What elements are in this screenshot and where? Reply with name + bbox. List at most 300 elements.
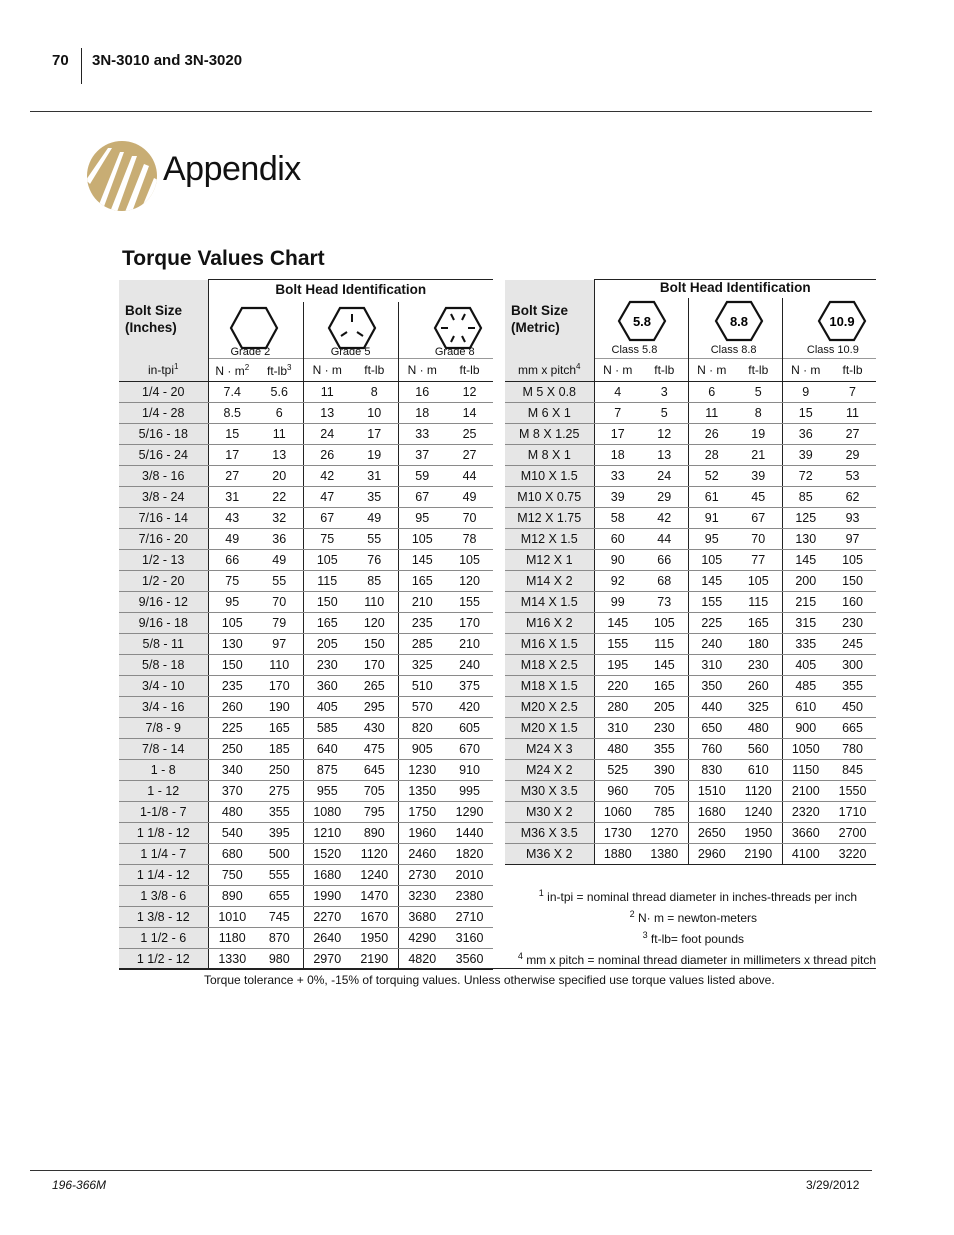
inch-torque-cell: 705	[351, 781, 398, 802]
inch-torque-cell: 275	[256, 781, 303, 802]
metric-torque-cell: 830	[688, 760, 735, 781]
metric-torque-cell: 355	[641, 739, 688, 760]
table-row	[505, 718, 876, 739]
inch-torque-cell: 4290	[398, 928, 446, 949]
inch-torque-cell: 6	[256, 403, 303, 424]
metric-torque-cell: 61	[688, 487, 735, 508]
table-row	[505, 445, 876, 466]
inch-torque-cell: 1240	[351, 865, 398, 886]
hex-bolt-class-8-8-icon	[714, 300, 764, 342]
inch-torque-cell: 165	[303, 613, 351, 634]
inch-torque-cell: 355	[256, 802, 303, 823]
inch-torque-cell: 3230	[398, 886, 446, 907]
metric-torque-cell: 1380	[641, 844, 688, 865]
inch-torque-cell: 745	[256, 907, 303, 928]
metric-torque-cell: 165	[641, 676, 688, 697]
inch-torque-cell: 150	[303, 592, 351, 613]
table-row	[119, 781, 493, 802]
grade-8-cell	[399, 302, 493, 358]
metric-torque-cell: 350	[688, 676, 735, 697]
class-10-9-cell	[783, 298, 876, 358]
metric-torque-cell: 39	[594, 487, 641, 508]
inch-torque-cell: 235	[398, 613, 446, 634]
table-row	[119, 739, 493, 760]
inch-torque-cell: 35	[351, 487, 398, 508]
table-row	[119, 571, 493, 592]
inch-torque-cell: 1210	[303, 823, 351, 844]
inch-torque-cell: 17	[208, 445, 256, 466]
inch-bolt-size-cell: 5/8 - 18	[119, 655, 208, 676]
inch-bolt-head-header	[208, 280, 493, 359]
inch-torque-cell: 70	[446, 508, 493, 529]
metric-torque-cell: 760	[688, 739, 735, 760]
metric-torque-cell: 39	[782, 445, 829, 466]
metric-torque-cell: 1240	[735, 802, 782, 823]
metric-torque-cell: 15	[782, 403, 829, 424]
class-mark: 8.8	[729, 314, 748, 329]
inch-torque-cell: 1230	[398, 760, 446, 781]
units-ftlb: ft-lb	[829, 359, 876, 382]
metric-torque-cell: 650	[688, 718, 735, 739]
inch-torque-cell: 480	[208, 802, 256, 823]
inch-torque-cell: 105	[208, 613, 256, 634]
table-row	[505, 466, 876, 487]
metric-torque-cell: 3	[641, 382, 688, 403]
metric-bolt-size-cell: M18 X 1.5	[505, 676, 594, 697]
bolt-size-sub: (Metric)	[511, 320, 560, 336]
inch-torque-cell: 1680	[303, 865, 351, 886]
header-rule	[30, 111, 872, 112]
metric-torque-cell: 62	[829, 487, 876, 508]
inch-torque-cell: 1960	[398, 823, 446, 844]
inch-torque-cell: 2970	[303, 949, 351, 970]
metric-torque-cell: 240	[688, 634, 735, 655]
metric-torque-cell: 2960	[688, 844, 735, 865]
tables-bottom-rule	[119, 968, 876, 969]
inch-torque-cell: 285	[398, 634, 446, 655]
metric-torque-cell: 52	[688, 466, 735, 487]
inch-torque-cell: 265	[351, 676, 398, 697]
inch-torque-cell: 1440	[446, 823, 493, 844]
metric-torque-cell: 610	[735, 760, 782, 781]
metric-torque-cell: 900	[782, 718, 829, 739]
table-row	[119, 487, 493, 508]
inch-torque-cell: 95	[398, 508, 446, 529]
inch-torque-cell: 150	[351, 634, 398, 655]
hex-bolt-grade-5-icon	[327, 306, 377, 350]
metric-torque-cell: 24	[641, 466, 688, 487]
inch-torque-cell: 645	[351, 760, 398, 781]
metric-torque-cell: 355	[829, 676, 876, 697]
metric-torque-cell: 60	[594, 529, 641, 550]
inch-torque-cell: 49	[208, 529, 256, 550]
table-row	[119, 655, 493, 676]
inch-torque-cell: 3560	[446, 949, 493, 970]
inch-torque-cell: 16	[398, 382, 446, 403]
inch-torque-cell: 605	[446, 718, 493, 739]
metric-torque-table	[505, 280, 876, 865]
metric-bolt-size-cell: M10 X 0.75	[505, 487, 594, 508]
inch-torque-cell: 2710	[446, 907, 493, 928]
metric-torque-cell: 105	[688, 550, 735, 571]
grade-label: Grade 2	[230, 346, 271, 358]
inch-bolt-size-cell: 3/4 - 16	[119, 697, 208, 718]
inch-torque-cell: 8.5	[208, 403, 256, 424]
table-row	[119, 865, 493, 886]
metric-torque-cell: 560	[735, 739, 782, 760]
inch-torque-cell: 395	[256, 823, 303, 844]
inch-torque-cell: 110	[351, 592, 398, 613]
metric-bolt-size-cell: M30 X 3.5	[505, 781, 594, 802]
metric-torque-cell: 5	[735, 382, 782, 403]
table-row	[119, 529, 493, 550]
inch-torque-cell: 820	[398, 718, 446, 739]
inch-torque-cell: 420	[446, 697, 493, 718]
metric-torque-cell: 2700	[829, 823, 876, 844]
hex-bolt-grade-2-icon	[229, 306, 279, 350]
inch-bolt-size-cell: 1/4 - 20	[119, 382, 208, 403]
table-row	[505, 487, 876, 508]
inch-torque-cell: 49	[256, 550, 303, 571]
metric-torque-cell: 6	[688, 382, 735, 403]
inch-torque-cell: 13	[303, 403, 351, 424]
inch-torque-cell: 1670	[351, 907, 398, 928]
inch-bolt-size-cell: 7/8 - 14	[119, 739, 208, 760]
inch-torque-cell: 31	[208, 487, 256, 508]
inch-torque-cell: 235	[208, 676, 256, 697]
class-label: Class 10.9	[806, 344, 859, 356]
inch-torque-cell: 870	[256, 928, 303, 949]
metric-torque-cell: 310	[594, 718, 641, 739]
table-row	[119, 550, 493, 571]
metric-torque-cell: 180	[735, 634, 782, 655]
inch-torque-cell: 1120	[351, 844, 398, 865]
class-mark: 5.8	[632, 314, 651, 329]
units-size: mm x pitch$^4$	[505, 359, 594, 382]
metric-bolt-size-cell: M12 X 1	[505, 550, 594, 571]
inch-torque-cell: 890	[208, 886, 256, 907]
inch-torque-cell: 10	[351, 403, 398, 424]
bolt-size-label: Bolt Size	[511, 303, 569, 319]
inch-torque-cell: 70	[256, 592, 303, 613]
table-row	[119, 823, 493, 844]
page-number: 70	[52, 52, 69, 69]
hex-bolt-class-5-8-icon	[617, 300, 667, 342]
header-divider	[81, 48, 82, 84]
inch-torque-cell: 795	[351, 802, 398, 823]
table-row	[119, 634, 493, 655]
inch-torque-cell: 170	[446, 613, 493, 634]
metric-torque-cell: 300	[829, 655, 876, 676]
metric-bolt-size-cell: M24 X 3	[505, 739, 594, 760]
metric-torque-cell: 665	[829, 718, 876, 739]
metric-torque-cell: 91	[688, 508, 735, 529]
inch-torque-cell: 3160	[446, 928, 493, 949]
inch-torque-cell: 1330	[208, 949, 256, 970]
inch-torque-cell: 15	[208, 424, 256, 445]
metric-torque-cell: 17	[594, 424, 641, 445]
inch-torque-cell: 66	[208, 550, 256, 571]
bolt-size-label: Bolt Size	[125, 303, 183, 319]
inch-torque-cell: 1180	[208, 928, 256, 949]
metric-bolt-size-cell: M16 X 2	[505, 613, 594, 634]
inch-torque-cell: 43	[208, 508, 256, 529]
inch-torque-cell: 890	[351, 823, 398, 844]
class-8-8-cell	[689, 298, 783, 358]
inch-torque-cell: 170	[351, 655, 398, 676]
inch-torque-cell: 2460	[398, 844, 446, 865]
grade-label: Grade 8	[434, 346, 475, 358]
inch-torque-cell: 75	[208, 571, 256, 592]
metric-torque-cell: 310	[688, 655, 735, 676]
inch-torque-cell: 150	[208, 655, 256, 676]
metric-torque-cell: 160	[829, 592, 876, 613]
metric-torque-cell: 105	[641, 613, 688, 634]
metric-torque-cell: 97	[829, 529, 876, 550]
inch-torque-cell: 19	[351, 445, 398, 466]
metric-bolt-size-cell: M36 X 3.5	[505, 823, 594, 844]
inch-torque-cell: 32	[256, 508, 303, 529]
metric-torque-cell: 93	[829, 508, 876, 529]
metric-torque-cell: 1680	[688, 802, 735, 823]
metric-torque-cell: 92	[594, 571, 641, 592]
table-row	[119, 592, 493, 613]
inch-torque-cell: 8	[351, 382, 398, 403]
metric-torque-cell: 200	[782, 571, 829, 592]
table-row	[119, 760, 493, 781]
units-ftlb: $ft-lb^3$	[256, 359, 303, 382]
metric-torque-cell: 205	[641, 697, 688, 718]
metric-torque-cell: 215	[782, 592, 829, 613]
metric-torque-cell: 245	[829, 634, 876, 655]
metric-torque-cell: 1120	[735, 781, 782, 802]
inch-bolt-size-cell: 3/8 - 16	[119, 466, 208, 487]
metric-bolt-size-cell: M10 X 1.5	[505, 466, 594, 487]
metric-torque-cell: 1550	[829, 781, 876, 802]
chart-title: Torque Values Chart	[122, 247, 325, 270]
table-row	[505, 508, 876, 529]
metric-torque-cell: 9	[782, 382, 829, 403]
metric-torque-cell: 95	[688, 529, 735, 550]
metric-torque-cell: 405	[782, 655, 829, 676]
metric-torque-cell: 155	[688, 592, 735, 613]
metric-bolt-size-cell: M12 X 1.5	[505, 529, 594, 550]
metric-torque-cell: 1510	[688, 781, 735, 802]
inch-torque-cell: 42	[303, 466, 351, 487]
inch-torque-cell: 1350	[398, 781, 446, 802]
table-row	[505, 529, 876, 550]
inch-torque-cell: 49	[446, 487, 493, 508]
inch-torque-cell: 5.6	[256, 382, 303, 403]
metric-torque-cell: 1050	[782, 739, 829, 760]
grade-2-cell	[209, 302, 304, 358]
inch-torque-cell: 7.4	[208, 382, 256, 403]
inch-bolt-size-cell: 3/4 - 10	[119, 676, 208, 697]
inch-torque-cell: 75	[303, 529, 351, 550]
metric-torque-cell: 26	[688, 424, 735, 445]
inch-torque-cell: 20	[256, 466, 303, 487]
inch-torque-cell: 500	[256, 844, 303, 865]
metric-torque-cell: 58	[594, 508, 641, 529]
inch-bolt-size-cell: 1 1/4 - 7	[119, 844, 208, 865]
metric-torque-cell: 960	[594, 781, 641, 802]
inch-torque-cell: 190	[256, 697, 303, 718]
table-row	[119, 445, 493, 466]
metric-torque-cell: 1880	[594, 844, 641, 865]
metric-torque-cell: 845	[829, 760, 876, 781]
inch-torque-cell: 1820	[446, 844, 493, 865]
metric-torque-cell: 45	[735, 487, 782, 508]
table-row	[119, 424, 493, 445]
table-row	[119, 949, 493, 970]
inch-torque-cell: 59	[398, 466, 446, 487]
metric-torque-cell: 105	[735, 571, 782, 592]
inch-torque-cell: 2380	[446, 886, 493, 907]
units-size: in-tpi$^1$	[119, 359, 208, 382]
metric-torque-cell: 1270	[641, 823, 688, 844]
metric-torque-cell: 525	[594, 760, 641, 781]
table-row	[505, 844, 876, 865]
metric-bolt-size-cell: M 8 X 1.25	[505, 424, 594, 445]
inch-torque-cell: 1010	[208, 907, 256, 928]
inch-torque-cell: 640	[303, 739, 351, 760]
metric-torque-cell: 70	[735, 529, 782, 550]
grade-5-cell	[304, 302, 399, 358]
inch-torque-cell: 980	[256, 949, 303, 970]
metric-torque-cell: 53	[829, 466, 876, 487]
metric-torque-cell: 155	[594, 634, 641, 655]
inch-torque-cell: 27	[446, 445, 493, 466]
metric-torque-cell: 7	[829, 382, 876, 403]
metric-torque-cell: 230	[735, 655, 782, 676]
inch-torque-cell: 205	[303, 634, 351, 655]
metric-torque-cell: 29	[641, 487, 688, 508]
metric-torque-cell: 280	[594, 697, 641, 718]
table-row	[505, 571, 876, 592]
metric-torque-cell: 19	[735, 424, 782, 445]
inch-torque-cell: 360	[303, 676, 351, 697]
section-title: Appendix	[163, 150, 301, 188]
inch-torque-cell: 130	[208, 634, 256, 655]
table-row	[119, 508, 493, 529]
inch-bolt-size-cell: 7/16 - 14	[119, 508, 208, 529]
inch-torque-cell: 36	[256, 529, 303, 550]
metric-bolt-size-cell: M36 X 2	[505, 844, 594, 865]
inch-torque-cell: 185	[256, 739, 303, 760]
bolt-head-identification-label: Bolt Head Identification	[659, 280, 811, 295]
metric-torque-cell: 610	[782, 697, 829, 718]
table-row	[119, 382, 493, 403]
inch-torque-cell: 995	[446, 781, 493, 802]
units-ftlb: ft-lb	[446, 359, 493, 382]
inch-torque-cell: 67	[398, 487, 446, 508]
metric-torque-cell: 145	[782, 550, 829, 571]
inch-torque-cell: 165	[398, 571, 446, 592]
inch-bolt-size-cell: 1/2 - 20	[119, 571, 208, 592]
inch-torque-cell: 76	[351, 550, 398, 571]
inch-torque-cell: 165	[256, 718, 303, 739]
metric-torque-cell: 18	[594, 445, 641, 466]
footnote-2: $^2$ N· m = newton-meters	[629, 909, 757, 925]
inch-torque-cell: 680	[208, 844, 256, 865]
metric-bolt-size-cell: M18 X 2.5	[505, 655, 594, 676]
inch-bolt-size-cell: 1 - 12	[119, 781, 208, 802]
inch-torque-cell: 230	[303, 655, 351, 676]
inch-bolt-size-cell: 7/16 - 20	[119, 529, 208, 550]
inch-torque-cell: 145	[398, 550, 446, 571]
metric-torque-cell: 85	[782, 487, 829, 508]
inch-torque-cell: 910	[446, 760, 493, 781]
metric-torque-cell: 780	[829, 739, 876, 760]
inch-torque-cell: 105	[303, 550, 351, 571]
table-row	[119, 697, 493, 718]
inch-torque-cell: 67	[303, 508, 351, 529]
metric-torque-cell: 115	[641, 634, 688, 655]
metric-torque-cell: 90	[594, 550, 641, 571]
inch-torque-cell: 340	[208, 760, 256, 781]
class-label: Class 5.8	[611, 344, 658, 356]
table-row	[119, 928, 493, 949]
hex-bolt-class-10-9-icon	[817, 300, 867, 342]
metric-torque-cell: 325	[735, 697, 782, 718]
grade-label: Grade 5	[330, 346, 371, 358]
inch-torque-cell: 12	[446, 382, 493, 403]
table-row	[505, 655, 876, 676]
inch-bolt-size-cell: 1 1/8 - 12	[119, 823, 208, 844]
metric-torque-cell: 315	[782, 613, 829, 634]
metric-torque-cell: 1950	[735, 823, 782, 844]
inch-torque-cell: 1950	[351, 928, 398, 949]
inch-torque-cell: 55	[256, 571, 303, 592]
inch-torque-cell: 22	[256, 487, 303, 508]
metric-torque-cell: 8	[735, 403, 782, 424]
inch-torque-cell: 49	[351, 508, 398, 529]
metric-torque-cell: 480	[735, 718, 782, 739]
metric-bolt-size-cell: M24 X 2	[505, 760, 594, 781]
metric-torque-cell: 2320	[782, 802, 829, 823]
inch-torque-cell: 13	[256, 445, 303, 466]
inch-torque-cell: 510	[398, 676, 446, 697]
inch-torque-cell: 78	[446, 529, 493, 550]
inch-torque-cell: 110	[256, 655, 303, 676]
footer-rule	[30, 1170, 872, 1171]
inch-bolt-size-cell: 1 1/4 - 12	[119, 865, 208, 886]
metric-torque-cell: 33	[594, 466, 641, 487]
table-row	[505, 781, 876, 802]
inch-torque-cell: 325	[398, 655, 446, 676]
metric-torque-cell: 2650	[688, 823, 735, 844]
inch-torque-cell: 25	[446, 424, 493, 445]
table-row	[119, 718, 493, 739]
metric-torque-cell: 195	[594, 655, 641, 676]
units-ftlb: ft-lb	[351, 359, 398, 382]
inch-torque-cell: 11	[303, 382, 351, 403]
inch-torque-table	[119, 280, 493, 970]
inch-bolt-size-cell: 3/8 - 24	[119, 487, 208, 508]
metric-torque-cell: 4100	[782, 844, 829, 865]
metric-torque-cell: 260	[735, 676, 782, 697]
metric-torque-cell: 3220	[829, 844, 876, 865]
table-row	[505, 613, 876, 634]
inch-bolt-size-cell: 9/16 - 18	[119, 613, 208, 634]
appendix-logo-icon	[86, 140, 158, 212]
inch-torque-cell: 1750	[398, 802, 446, 823]
table-row	[119, 613, 493, 634]
metric-bolt-size-cell: M14 X 2	[505, 571, 594, 592]
table-row	[505, 634, 876, 655]
metric-bolt-head-header	[594, 280, 876, 359]
metric-torque-cell: 12	[641, 424, 688, 445]
